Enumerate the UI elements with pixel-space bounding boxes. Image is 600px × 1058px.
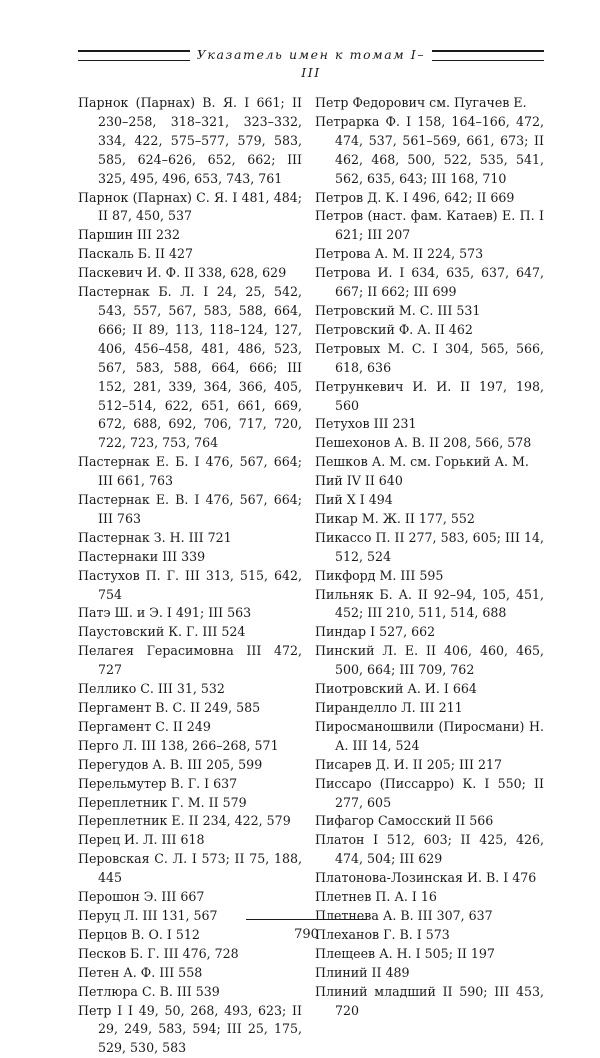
index-entry: Паскевич И. Ф. II 338, 628, 629 xyxy=(78,264,302,283)
index-entry: Пиндар I 527, 662 xyxy=(315,623,544,642)
index-entry: Пий IV II 640 xyxy=(315,472,544,491)
index-entry: Пий X I 494 xyxy=(315,491,544,510)
index-entry: Перцов В. О. I 512 xyxy=(78,926,302,945)
index-entry: Переплетник Г. М. II 579 xyxy=(78,794,302,813)
index-entry: Платон I 512, 603; II 425, 426, 474, 504; III 629 xyxy=(315,831,544,869)
page-number: 790 xyxy=(246,926,367,944)
index-entry: Паскаль Б. II 427 xyxy=(78,245,302,264)
index-entry: Платонова-Лозинская И. В. I 476 xyxy=(315,869,544,888)
index-entry: Петровский М. С. III 531 xyxy=(315,302,544,321)
index-entry: Плиний II 489 xyxy=(315,964,544,983)
index-column-right xyxy=(315,94,544,1020)
index-entry: Петен А. Ф. III 558 xyxy=(78,964,302,983)
index-entry: Петровский Ф. А. II 462 xyxy=(315,321,544,340)
index-entry: Петрова И. I 634, 635, 637, 647, 667; II 662; III 699 xyxy=(315,264,544,302)
index-entry: Парнок (Парнах) С. Я. I 481, 484; II 87, 450, 537 xyxy=(78,189,302,227)
index-entry: Перго Л. III 138, 266–268, 571 xyxy=(78,737,302,756)
index-entry: Пиотровский А. И. I 664 xyxy=(315,680,544,699)
index-entry: Пастернаки III 339 xyxy=(78,548,302,567)
index-column-left xyxy=(78,94,302,1058)
index-entry: Петр I I 49, 50, 268, 493, 623; II 29, 249, 583, 594; III 25, 175, 529, 530, 583 xyxy=(78,1002,302,1058)
index-entry: Пастухов П. Г. III 313, 515, 642, 754 xyxy=(78,567,302,605)
index-entry: Песков Б. Г. III 476, 728 xyxy=(78,945,302,964)
header-title: Указатель имен к томам I–III xyxy=(190,46,432,82)
index-entry: Пинский Л. Е. II 406, 460, 465, 500, 664; III 709, 762 xyxy=(315,642,544,680)
index-entry: Пиросманошвили (Пиросмани) Н. А. III 14, 524 xyxy=(315,718,544,756)
index-entry: Пешков А. М. см. Горький А. М. xyxy=(315,453,544,472)
index-entry: Пикассо П. II 277, 583, 605; III 14, 512, 524 xyxy=(315,529,544,567)
index-entry: Петровых М. С. I 304, 565, 566, 618, 636 xyxy=(315,340,544,378)
index-entry: Плетнев П. А. I 16 xyxy=(315,888,544,907)
index-entry: Пикфорд М. III 595 xyxy=(315,567,544,586)
header-rule-right xyxy=(432,50,544,61)
index-entry: Пастернак Е. Б. I 476, 567, 664; III 661, 763 xyxy=(78,453,302,491)
index-entry: Пастернак З. Н. III 721 xyxy=(78,529,302,548)
index-entry: Перовская С. Л. I 573; II 75, 188, 445 xyxy=(78,850,302,888)
index-entry: Паршин III 232 xyxy=(78,226,302,245)
index-entry: Пифагор Самосский II 566 xyxy=(315,812,544,831)
running-header xyxy=(78,46,544,68)
index-entry: Писарев Д. И. II 205; III 217 xyxy=(315,756,544,775)
index-entry: Перошон Э. III 667 xyxy=(78,888,302,907)
index-entry: Плиний младший II 590; III 453, 720 xyxy=(315,983,544,1021)
index-entry: Петров (наст. фам. Катаев) Е. П. I 621; III 207 xyxy=(315,207,544,245)
index-entry: Писсаро (Писсарро) К. I 550; II 277, 605 xyxy=(315,775,544,813)
index-entry: Пиранделло Л. III 211 xyxy=(315,699,544,718)
index-entry: Плещеев А. Н. I 505; II 197 xyxy=(315,945,544,964)
index-entry: Петрова А. М. II 224, 573 xyxy=(315,245,544,264)
index-entry: Пастернак Б. Л. I 24, 25, 542, 543, 557, 567, 583, 588, 664, 666; II 89, 113, 118–124, 127, 406, 456–458, 481, 486, 523, 567, 583, 588, 664, 666; III 152, 281, 339, 364, 366, 405, 512–514, 622, 651, 661, 669, 672, 688, 692, 706, 717, 720, 722, 723, 753, 764 xyxy=(78,283,302,453)
index-entry: Перельмутер В. Г. I 637 xyxy=(78,775,302,794)
header-rule-left xyxy=(78,50,190,61)
index-entry: Петухов III 231 xyxy=(315,415,544,434)
index-entry: Пильняк Б. А. II 92–94, 105, 451, 452; III 210, 511, 514, 688 xyxy=(315,586,544,624)
index-entry: Переплетник Е. II 234, 422, 579 xyxy=(78,812,302,831)
index-entry: Пастернак Е. В. I 476, 567, 664; III 763 xyxy=(78,491,302,529)
index-entry: Плетнева А. В. III 307, 637 xyxy=(315,907,544,926)
index-entry: Парнок (Парнах) В. Я. I 661; II 230–258, 318–321, 323–332, 334, 422, 575–577, 579, 583, 585, 624–626, 652, 662; III 325, 495, 496, 653, 743, 761 xyxy=(78,94,302,189)
index-entry: Петрункевич И. И. II 197, 198, 560 xyxy=(315,378,544,416)
index-entry: Патэ Ш. и Э. I 491; III 563 xyxy=(78,604,302,623)
index-entry: Пергамент В. С. II 249, 585 xyxy=(78,699,302,718)
index-entry: Плеханов Г. В. I 573 xyxy=(315,926,544,945)
index-entry: Пикар М. Ж. II 177, 552 xyxy=(315,510,544,529)
index-entry: Петров Д. К. I 496, 642; II 669 xyxy=(315,189,544,208)
index-entry: Пергамент С. II 249 xyxy=(78,718,302,737)
index-entry: Перец И. Л. III 618 xyxy=(78,831,302,850)
index-entry: Паустовский К. Г. III 524 xyxy=(78,623,302,642)
footer-rule xyxy=(246,919,367,920)
index-entry: Пешехонов А. В. II 208, 566, 578 xyxy=(315,434,544,453)
index-entry: Петлюра С. В. III 539 xyxy=(78,983,302,1002)
index-entry: Перуц Л. III 131, 567 xyxy=(78,907,302,926)
index-entry: Пелагея Герасимовна III 472, 727 xyxy=(78,642,302,680)
index-entry: Петрарка Ф. I 158, 164–166, 472, 474, 537, 561–569, 661, 673; II 462, 468, 500, 522, 535, 541, 562, 635, 643; III 168, 710 xyxy=(315,113,544,189)
index-entry: Петр Федорович см. Пугачев Е. xyxy=(315,94,544,113)
index-entry: Пеллико С. III 31, 532 xyxy=(78,680,302,699)
index-entry: Перегудов А. В. III 205, 599 xyxy=(78,756,302,775)
